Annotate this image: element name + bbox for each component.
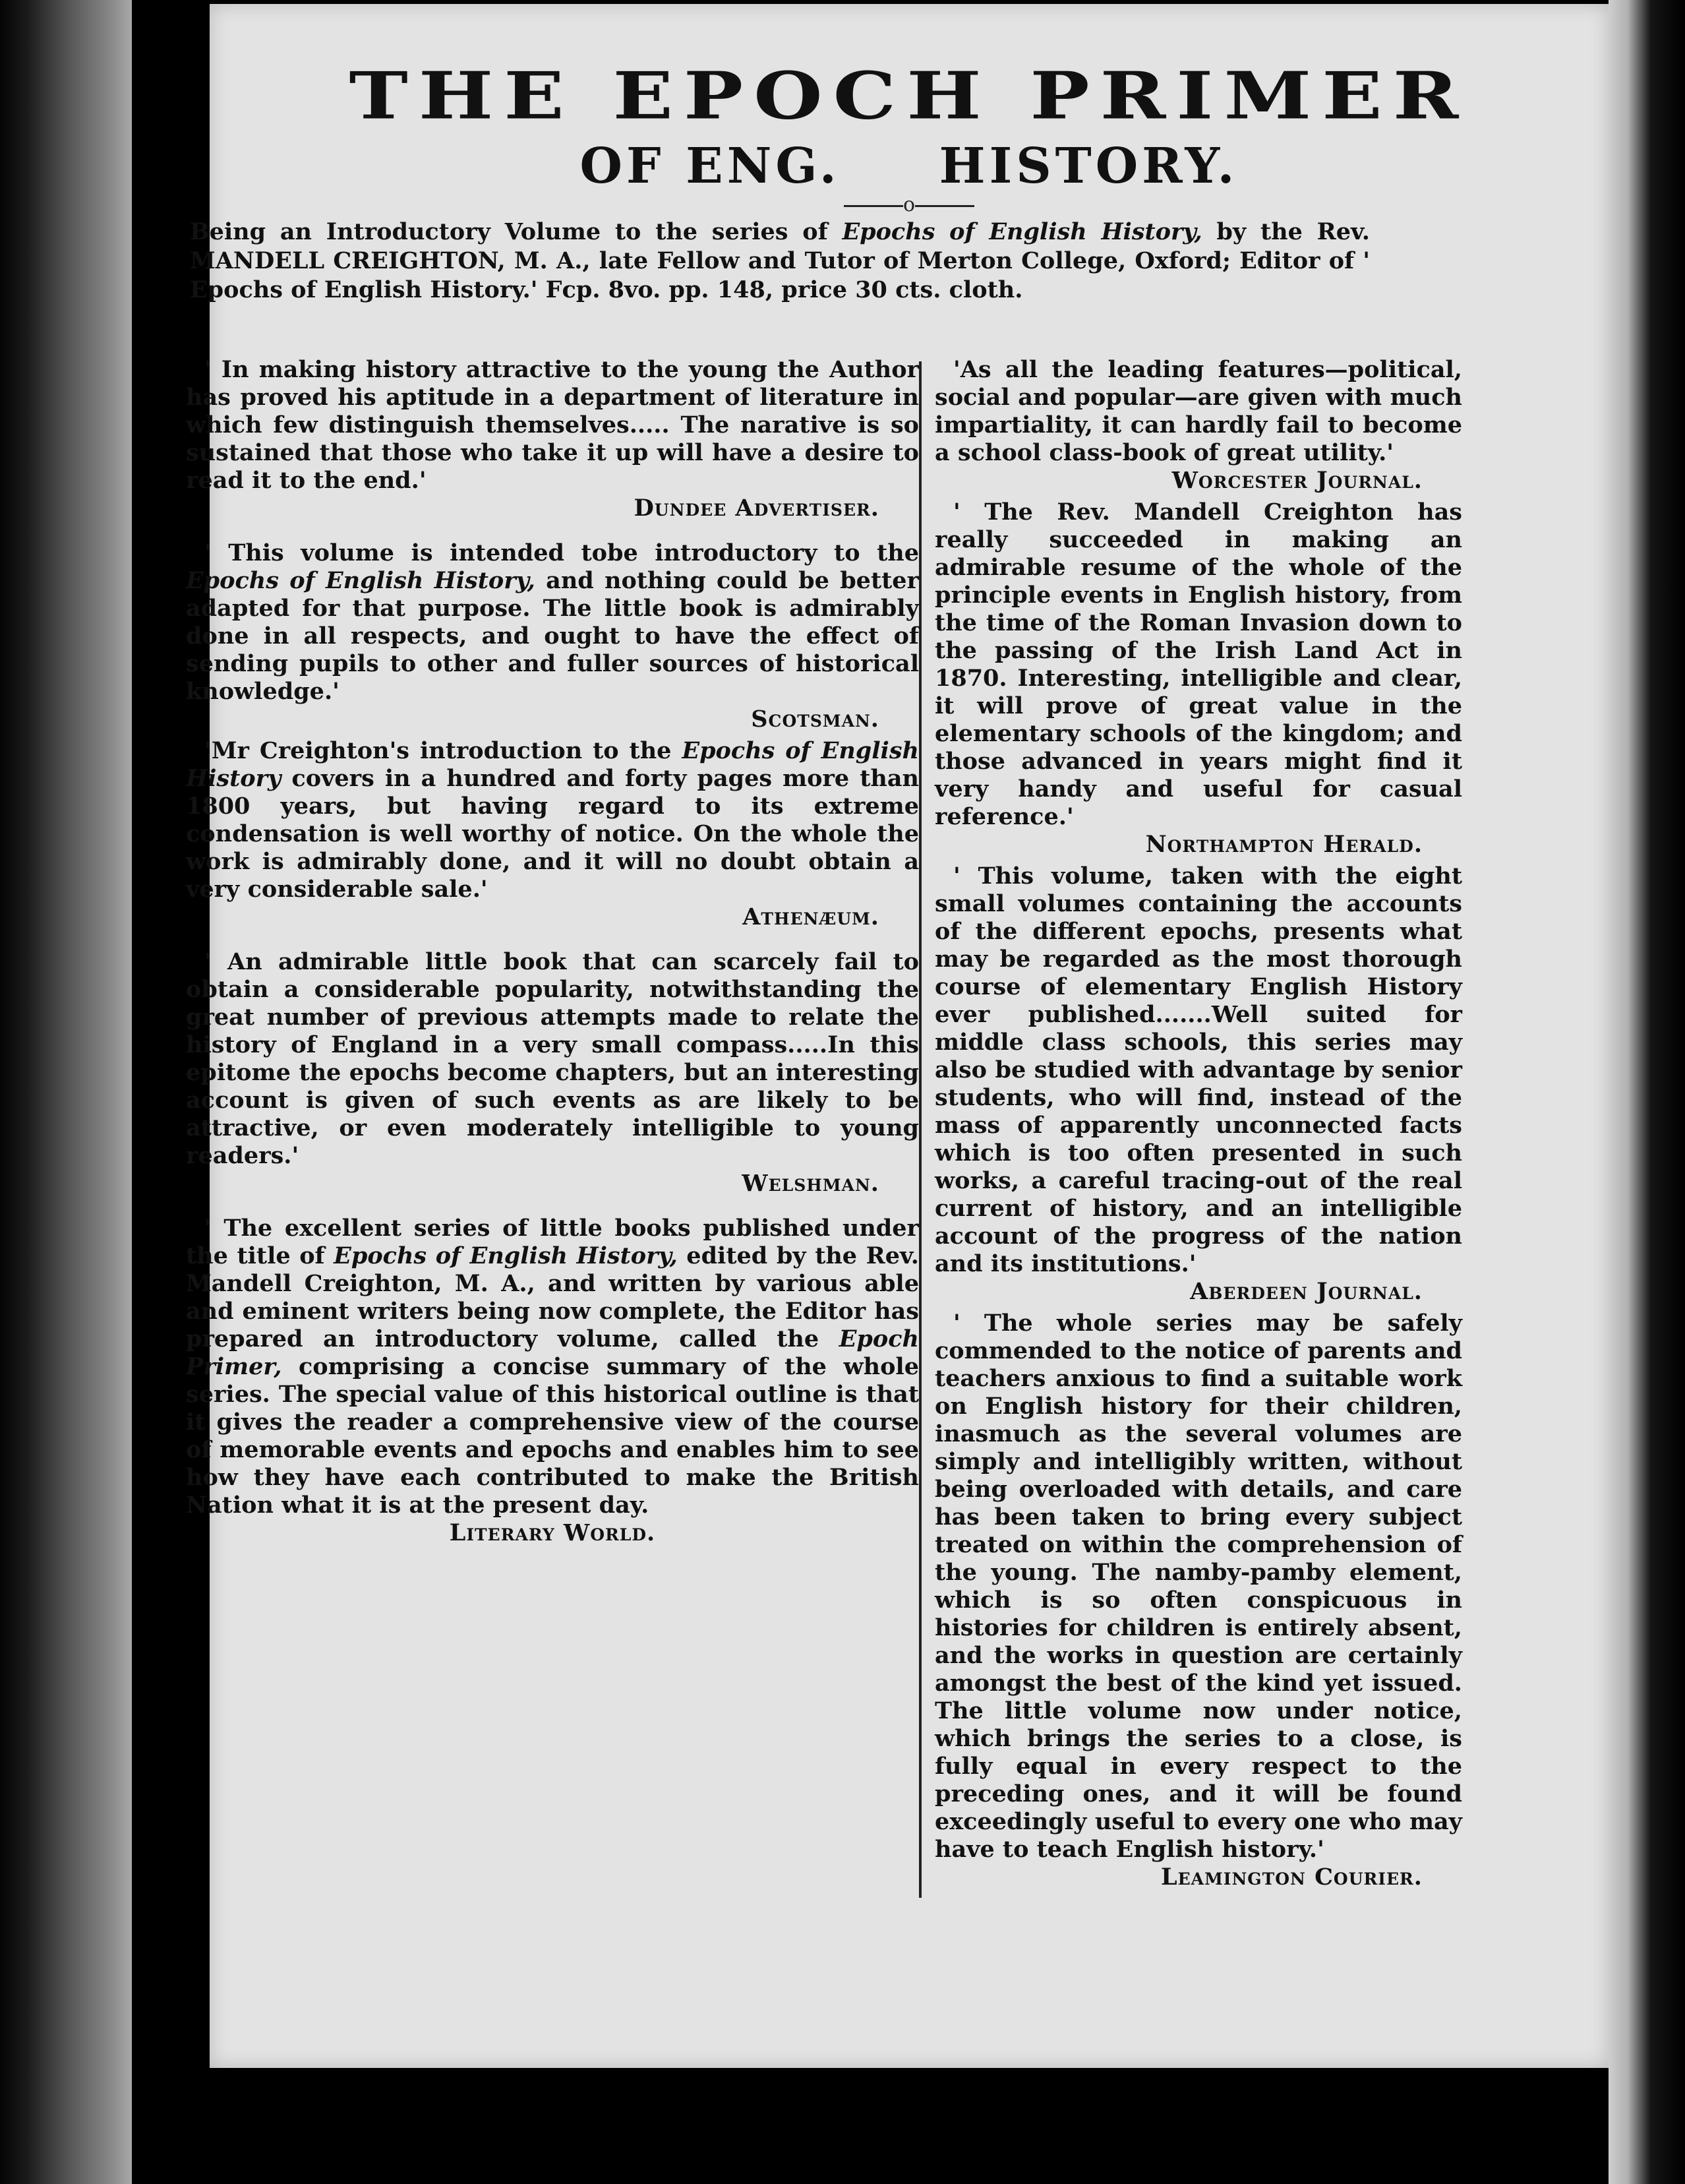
review-source: Dundee Advertiser. bbox=[634, 495, 879, 522]
right-column bbox=[935, 356, 1462, 1908]
quote-text: covers in a hundred and forty pages more than 1800 years, but having regard to its extreme condensation is well worthy of notice. On the whole the work is admirably done, and it will no doubt obtain a very considerable sale.' bbox=[186, 765, 919, 903]
intro-text-b: by the Rev. MANDELL CREIGHTON, M. A., late Fellow and Tutor of Merton College, Oxford; Editor of ' Epochs of English History.' Fcp. 8vo. pp. 148, price 30 cts. cloth. bbox=[190, 218, 1370, 303]
review-quote bbox=[186, 1215, 919, 1519]
review-source: Aberdeen Journal. bbox=[1190, 1278, 1423, 1305]
ornament-glyph: o bbox=[902, 193, 916, 216]
quote-text: and nothing could be better adapted for that purpose. The little book is admirably done in all respects, and ought to have the effect of sending pupils to other and fuller sources of historical knowledge.' bbox=[186, 567, 919, 705]
review-quote bbox=[186, 737, 919, 903]
quote-text: ' The excellent series of little books published under the title of bbox=[186, 1215, 919, 1269]
review-source: Literary World. bbox=[449, 1519, 656, 1546]
review-quote: ' The Rev. Mandell Creighton has really succeeded in making an admirable resume of the whole of the principle events in English history, from the time of the Roman Invasion down to the passing of the Irish Land Act in 1870. Interesting, intelligible and clear, it will prove of great value in the elementary schools of the kingdom; and those advanced in years might find it very handy and useful for casual reference.' bbox=[935, 499, 1462, 830]
review-quote: ' In making history attractive to the young the Author has proved his aptitude in a department of literature in which few distinguish themselves..... The narative is so sustained that those who take it up will have a desire to read it to the end.' bbox=[186, 356, 919, 494]
quote-text: edited by the Rev. Mandell Creighton, M. A., and written by various able and eminent writers being now complete, the Editor has prepared an introductory volume, called the bbox=[186, 1242, 919, 1352]
quote-text: comprising a concise summary of the whole series. The special value of this historical outline is that it gives the reader a comprehensive view of the course of memorable events and epochs and enables him to see how they have each contributed to make the British Nation what it is at the present day. bbox=[186, 1353, 919, 1519]
quote-italic: Epoch Primer, bbox=[186, 1325, 919, 1380]
book-spine-right bbox=[1609, 0, 1685, 2184]
title-sub bbox=[210, 135, 1609, 198]
review-source: Northampton Herald. bbox=[1145, 831, 1423, 858]
review-source: Scotsman. bbox=[751, 706, 879, 733]
quote-text: ' This volume is intended tobe introductory to the bbox=[204, 539, 919, 566]
book-spine-left bbox=[0, 0, 132, 2184]
title-sub-left: OF ENG. bbox=[579, 138, 841, 195]
left-column bbox=[186, 356, 919, 1564]
review-source: Athenæum. bbox=[742, 903, 879, 930]
intro-paragraph bbox=[190, 218, 1370, 305]
quote-text: 'Mr Creighton's introduction to the bbox=[204, 737, 682, 764]
column-divider bbox=[919, 361, 922, 1898]
quote-italic: Epochs of English History, bbox=[186, 567, 535, 594]
title-sub-right: HISTORY. bbox=[939, 138, 1239, 195]
intro-text-a: Being an Introductory Volume to the series of bbox=[190, 218, 842, 245]
quote-italic: Epochs of English History, bbox=[334, 1242, 678, 1269]
review-source: Leamington Courier. bbox=[1161, 1864, 1423, 1891]
review-quote: ' The whole series may be safely commended to the notice of parents and teachers anxious to find a suitable work on English history for their children, inasmuch as the several volumes are simply and intelligibly written, without being overloaded with details, and care has been taken to bring every subject treated on within the comprehension of the young. The namby-pamby element, which is so often conspicuous in histories for children is entirely absent, and the works in question are certainly amongst the best of the kind yet issued. The little volume now under notice, which brings the series to a close, is fully equal in every respect to the preceding ones, and it will be found exceedingly useful to every one who may have to teach English history.' bbox=[935, 1310, 1462, 1863]
review-quote: ' An admirable little book that can scarcely fail to obtain a considerable popularity, notwithstanding the great number of previous attempts made to relate the history of England in a very small compass.....In this epitome the epochs become chapters, but an interesting account is given of such events as are likely to be attractive, or even moderately intelligible to young readers.' bbox=[186, 948, 919, 1169]
review-source: Worcester Journal. bbox=[1171, 467, 1423, 494]
review-quote: ' This volume, taken with the eight small volumes containing the accounts of the different epochs, presents what may be regarded as the most thorough course of elementary English History ever published.......Well suited for middle class schools, this series may also be studied with advantage by senior students, who will find, instead of the mass of apparently unconnected facts which is too often presented in such works, a careful tracing-out of the real current of history, and an intelligible account of the progress of the nation and its institutions.' bbox=[935, 863, 1462, 1277]
quote-italic: Epochs of English History bbox=[186, 737, 919, 792]
review-quote bbox=[186, 539, 919, 706]
intro-italic-series: Epochs of English History, bbox=[842, 218, 1202, 245]
review-quote: 'As all the leading features—political, social and popular—are given with much impartiality, it can hardly fail to become a school class-book of great utility.' bbox=[935, 356, 1462, 466]
review-source: Welshman. bbox=[742, 1170, 879, 1197]
title-main: THE EPOCH PRIMER bbox=[349, 57, 1469, 135]
title-ornament bbox=[210, 195, 1609, 215]
